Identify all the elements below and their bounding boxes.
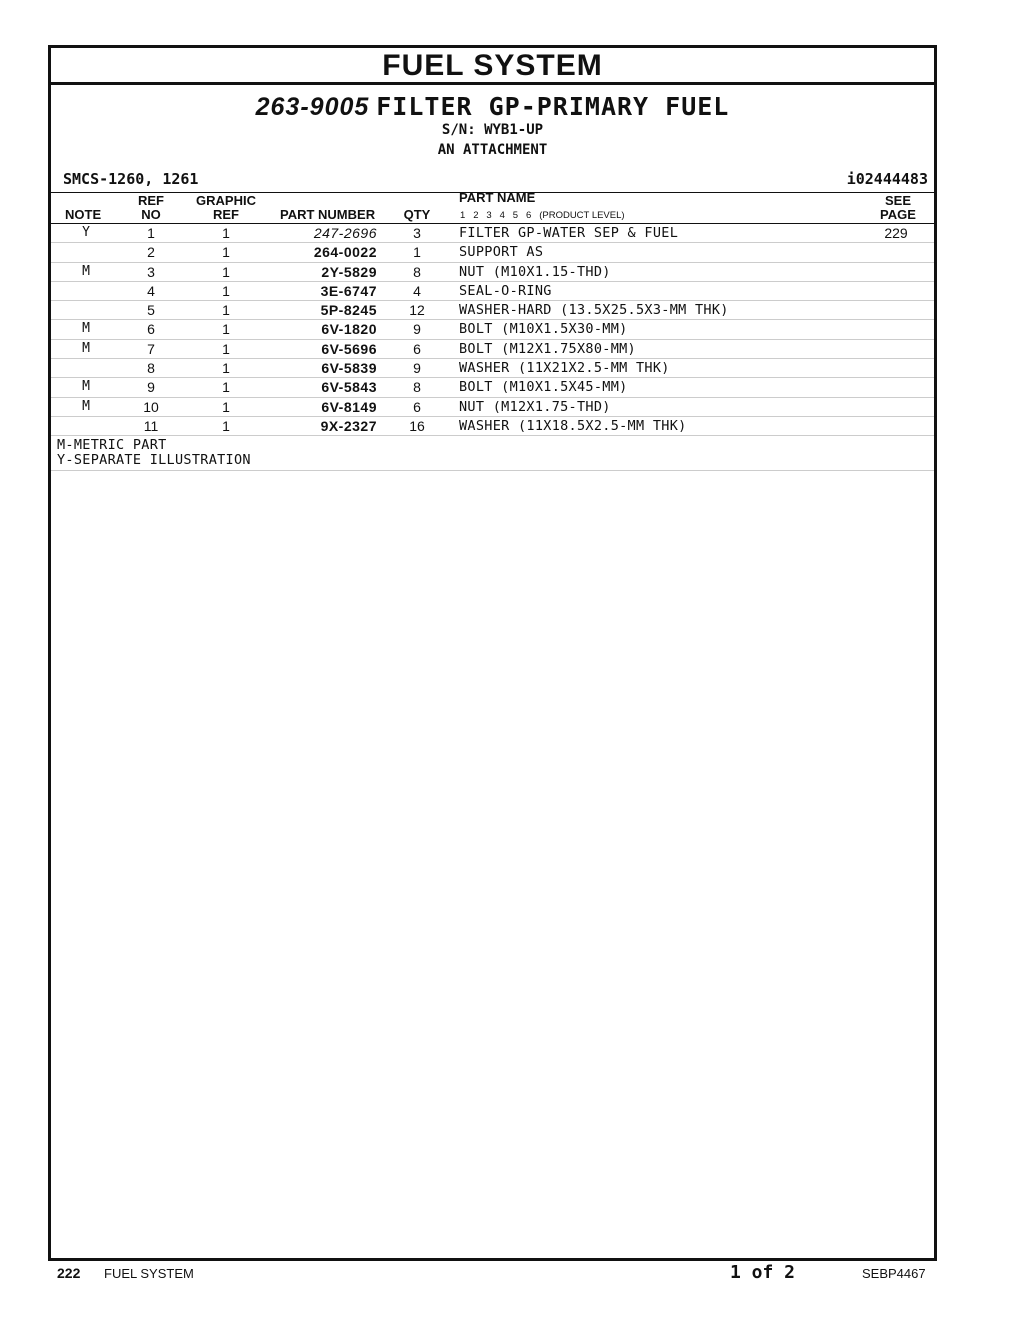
footer-doc-id: SEBP4467 (862, 1266, 926, 1281)
cell-ref: 3 (147, 263, 155, 280)
cell-qty: 16 (409, 417, 425, 434)
cell-name: WASHER-HARD (13.5X25.5X3-MM THK) (459, 302, 729, 319)
page-footer (0, 1262, 1020, 1289)
group-name: FILTER GP-PRIMARY FUEL (376, 92, 730, 121)
cell-gref: 1 (222, 302, 230, 319)
cell-ref: 11 (143, 417, 159, 434)
section-title-bar (51, 48, 934, 85)
col-product-levels: 1 2 3 4 5 6 (PRODUCT LEVEL) (460, 210, 625, 221)
table-row (51, 398, 934, 417)
table-row (51, 243, 934, 262)
cell-note: M (82, 398, 90, 414)
cell-gref: 1 (222, 321, 230, 338)
cell-note: M (82, 379, 90, 395)
cell-gref: 1 (222, 340, 230, 357)
cell-qty: 9 (413, 321, 421, 338)
footer-section: FUEL SYSTEM (104, 1266, 194, 1281)
cell-ref: 1 (147, 225, 155, 241)
cell-pn: 6V-8149 (321, 398, 377, 415)
cell-name: BOLT (M10X1.5X30-MM) (459, 321, 628, 338)
group-title (51, 94, 934, 120)
cell-name: NUT (M12X1.75-THD) (459, 398, 611, 415)
cell-ref: 10 (143, 398, 159, 415)
cell-name: WASHER (11X21X2.5-MM THK) (459, 360, 670, 377)
cell-name: BOLT (M10X1.5X45-MM) (459, 379, 628, 396)
footer-page-number: 222 (57, 1265, 81, 1281)
cell-gref: 1 (222, 417, 230, 434)
table-row (51, 263, 934, 282)
note-metric: M-METRIC PART (57, 437, 167, 454)
cell-name: WASHER (11X18.5X2.5-MM THK) (459, 417, 687, 434)
cell-ref: 8 (147, 360, 155, 377)
cell-name: NUT (M10X1.15-THD) (459, 263, 611, 280)
col-qty: QTY (403, 207, 431, 222)
cell-note: M (82, 321, 90, 337)
cell-name: BOLT (M12X1.75X80-MM) (459, 340, 636, 357)
cell-pn: 6V-5843 (321, 379, 377, 396)
col-note: NOTE (65, 207, 102, 222)
group-number: 263-9005 (255, 93, 370, 121)
cell-name: FILTER GP-WATER SEP & FUEL (459, 225, 679, 241)
section-title: FUEL SYSTEM (382, 49, 603, 82)
cell-note: M (82, 340, 90, 356)
cell-note: Y (82, 225, 90, 240)
cell-qty: 8 (413, 379, 421, 396)
table-row (51, 224, 934, 243)
cell-pn: 264-0022 (313, 244, 377, 261)
table-row (51, 359, 934, 378)
parts-table-body (51, 224, 934, 436)
col-part-name: PART NAME (459, 190, 536, 205)
cell-pn: 6V-5839 (321, 360, 377, 377)
cell-pn: 9X-2327 (320, 417, 377, 434)
col-graphic-bottom: REF (213, 207, 239, 222)
cell-qty: 9 (413, 360, 421, 377)
page-frame (48, 45, 937, 1261)
col-ref-bottom: NO (141, 207, 161, 222)
cell-qty: 3 (413, 225, 421, 241)
cell-pn: 247-2696 (313, 225, 377, 241)
cell-name: SUPPORT AS (459, 244, 544, 261)
cell-gref: 1 (222, 244, 230, 261)
cell-ref: 9 (147, 379, 155, 396)
info-id: i02444483 (846, 170, 928, 188)
serial-number: S/N: WYB1-UP (441, 122, 544, 138)
cell-qty: 6 (413, 398, 421, 415)
table-header (51, 192, 934, 224)
cell-gref: 1 (222, 379, 230, 396)
table-row (51, 282, 934, 301)
col-graphic-top: GRAPHIC (196, 193, 256, 208)
cell-ref: 7 (147, 340, 155, 357)
cell-gref: 1 (222, 282, 230, 299)
cell-qty: 12 (409, 302, 425, 319)
col-ref-top: REF (138, 193, 164, 208)
table-row (51, 417, 934, 436)
cell-pn: 6V-5696 (321, 340, 377, 357)
table-row (51, 301, 934, 320)
cell-gref: 1 (222, 360, 230, 377)
cell-qty: 8 (413, 263, 421, 280)
cell-ref: 5 (147, 302, 155, 319)
notes-block (51, 436, 934, 471)
cell-gref: 1 (222, 225, 230, 241)
note-separate-illustration: Y-SEPARATE ILLUSTRATION (57, 452, 251, 469)
cell-ref: 4 (147, 282, 155, 299)
cell-qty: 6 (413, 340, 421, 357)
smcs-row (51, 166, 934, 192)
cell-pn: 6V-1820 (321, 321, 377, 338)
attachment-label: AN ATTACHMENT (437, 142, 548, 158)
cell-pn: 2Y-5829 (321, 263, 377, 280)
cell-qty: 4 (413, 282, 421, 299)
col-part-number: PART NUMBER (280, 207, 376, 222)
cell-ref: 6 (147, 321, 155, 338)
cell-name: SEAL-O-RING (459, 282, 552, 299)
cell-pn: 3E-6747 (320, 282, 377, 299)
cell-see: 229 (884, 225, 908, 241)
col-see-top: SEE (884, 193, 911, 208)
table-row (51, 320, 934, 339)
cell-ref: 2 (147, 244, 155, 261)
cell-gref: 1 (222, 263, 230, 280)
smcs-code: SMCS-1260, 1261 (63, 170, 199, 188)
table-row (51, 378, 934, 397)
cell-note: M (82, 263, 90, 279)
cell-qty: 1 (413, 244, 421, 261)
col-see-bottom: PAGE (880, 207, 916, 222)
cell-gref: 1 (222, 398, 230, 415)
footer-page-of: 1 of 2 (730, 1262, 796, 1283)
table-row (51, 340, 934, 359)
cell-pn: 5P-8245 (320, 302, 377, 319)
